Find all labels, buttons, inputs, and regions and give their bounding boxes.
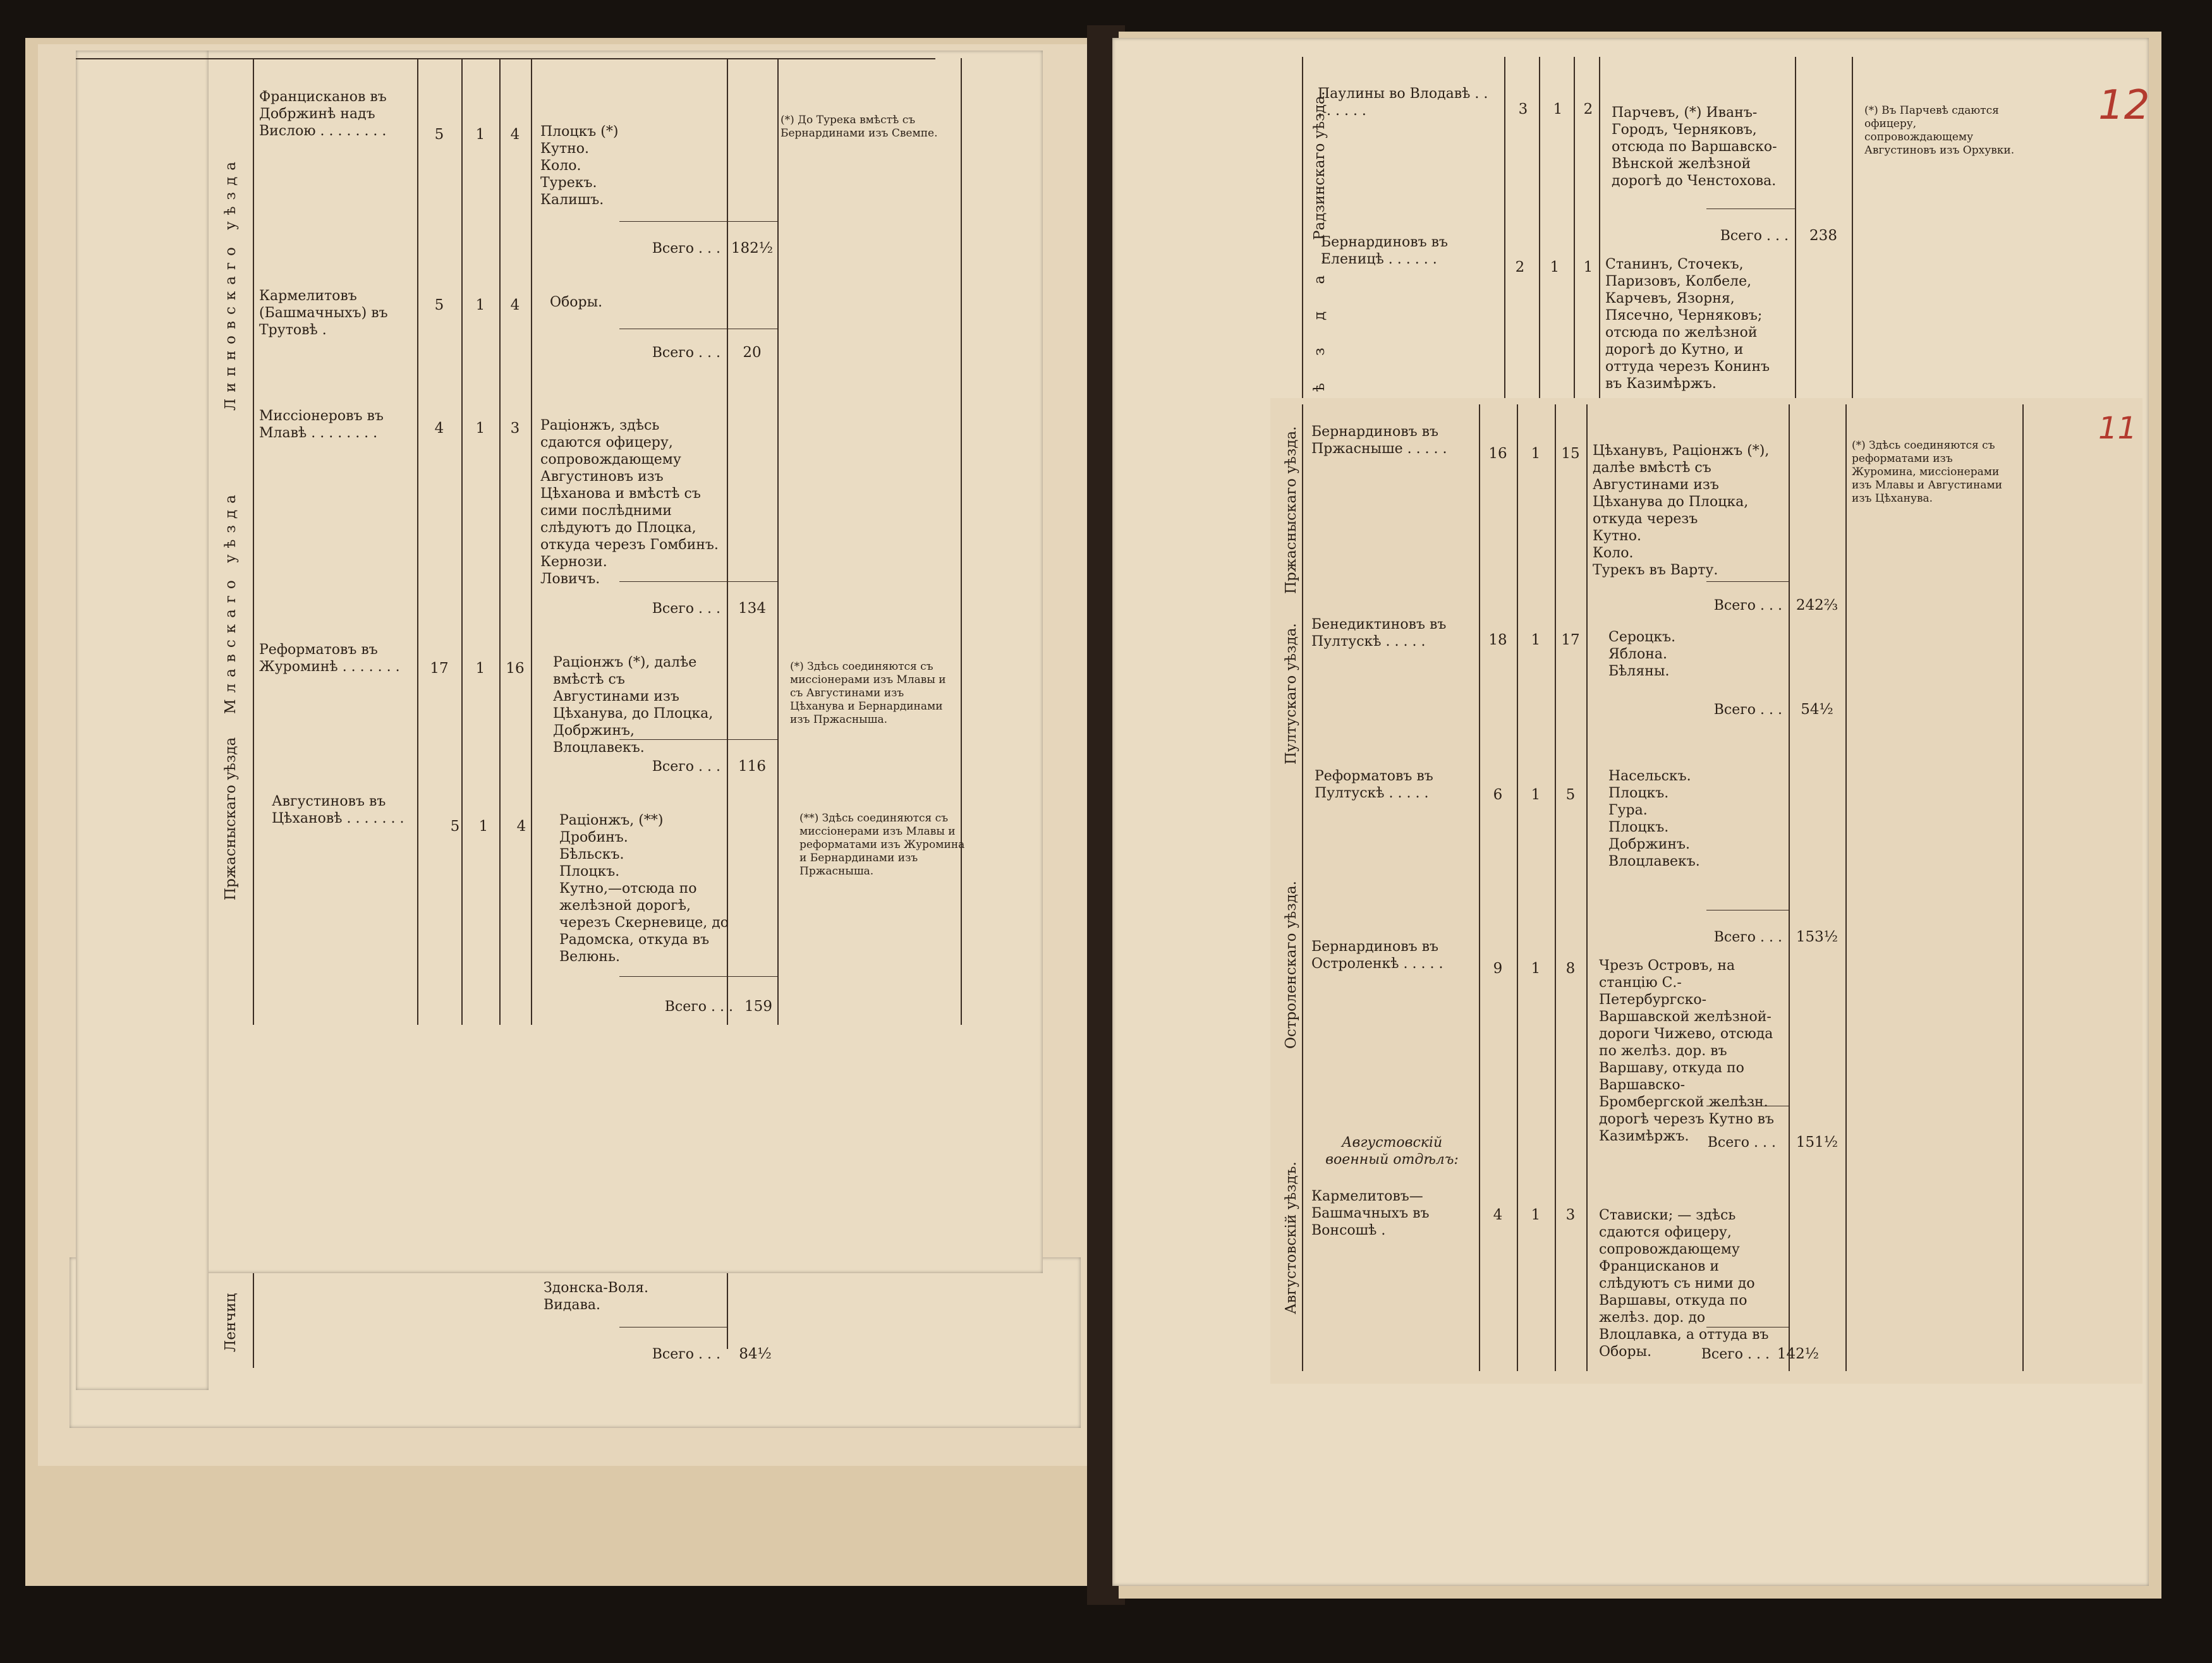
count-monks: 4 [510, 126, 520, 143]
route: Рацiонжъ (*), далѣе вмѣстѣ съ Августинами изъ Цѣханува, до Плоцка, Добржинъ, Влоцлавекъ. [553, 655, 714, 756]
count-total: 6 [1493, 787, 1503, 803]
total-label: Всего . . . [1707, 1135, 1776, 1151]
count-officer: 1 [1531, 960, 1541, 977]
count-total: 2 [1515, 259, 1525, 275]
augustow-subheader: Августовскiй военный отдѣлъ: [1325, 1135, 1459, 1168]
total-label: Всего . . . [652, 241, 720, 257]
footnote: (**) Здѣсь соединяются съ миссiонерами изъ Млавы и реформатами изъ Журомина и Бернардинами изъ Пржасныша. [799, 812, 965, 878]
count-total: 4 [1493, 1207, 1503, 1223]
count-officer: 1 [475, 660, 485, 677]
count-total: 5 [434, 297, 444, 313]
row-name: Миссiонеровъ въ Млавѣ . . . . . . . . [259, 408, 384, 441]
count-monks: 1 [1583, 259, 1593, 275]
count-monks: 3 [1565, 1207, 1576, 1223]
count-total: 4 [434, 420, 444, 437]
count-officer: 1 [1531, 1207, 1541, 1223]
count-monks: 4 [516, 818, 526, 835]
total-label: Всего . . . [652, 759, 720, 775]
count-officer: 1 [1553, 101, 1563, 118]
total-label: Всего . . . [1720, 228, 1789, 244]
row-name: Кармелитовъ (Башмачныхъ) въ Трутовѣ . [259, 288, 388, 338]
bottom-total-value: 84½ [739, 1346, 772, 1362]
count-monks: 2 [1583, 101, 1593, 118]
count-total: 16 [1488, 445, 1507, 462]
footnote: (*) Здѣсь соединяются съ реформатами изъ Журомина, миссiонерами изъ Млавы и Августинами изъ Цѣханува. [1852, 439, 2003, 505]
row-name: Бернардиновъ въ Еленицѣ . . . . . . [1321, 234, 1449, 267]
county-label-fragment: ѣ з д а. [1311, 248, 1328, 392]
total-value: 242⅔ [1796, 597, 1838, 614]
ostroleka-county-label: Остроленскаго уѣзда. [1283, 881, 1299, 1049]
total-value: 20 [743, 344, 762, 361]
count-officer: 1 [1531, 632, 1541, 648]
row-name: Францисканов въ Добржинѣ надъ Вислою . . . . . . . . [259, 89, 387, 139]
left-sheet-strip [76, 51, 209, 1390]
lipno-county-label: Липновскаго уѣзда [222, 155, 239, 411]
pultusk-county-label: Пултускаго уѣзда. [1283, 623, 1299, 765]
przasnysz-county-label-right: Пржасныскаго уѣзда. [1283, 426, 1299, 594]
count-officer: 1 [475, 420, 485, 437]
row-name: Бернардиновъ въ Остроленкѣ . . . . . [1311, 939, 1443, 972]
route: Цѣханувъ, Рацiонжъ (*), далѣе вмѣстѣ съ Августинами изъ Цѣханува до Плоцка, откуда черезъ Кутно. Коло. Турекъ въ Варту. [1593, 443, 1770, 578]
row-name: Бенедиктиновъ въ Пултускѣ . . . . . [1311, 617, 1447, 650]
count-monks: 15 [1561, 445, 1580, 462]
count-monks: 4 [510, 297, 520, 313]
row-name: Бернардиновъ въ Пржасныше . . . . . [1311, 424, 1447, 457]
route: Плоцкъ (*) Кутно. Коло. Турекъ. Калишъ. [540, 124, 619, 208]
route: Рацiонжъ, (**) Дробинъ. Бѣльскъ. Плоцкъ. Кутно,—отсюда по желѣзной дорогѣ, черезъ Скерневице, до Радомска, откуда въ Велюнь. [559, 813, 729, 965]
count-officer: 1 [475, 297, 485, 313]
page-number-11: 11 [2098, 411, 2137, 446]
total-label: Всего . . . [652, 601, 720, 617]
total-label: Всего . . . [652, 345, 720, 361]
row-name: Кармелитовъ—Башмачныхъ въ Вонсошѣ . [1311, 1188, 1430, 1238]
count-total: 17 [430, 660, 449, 677]
count-total: 18 [1488, 632, 1507, 648]
count-monks: 16 [506, 660, 525, 677]
route: Стависки; — здѣсь сдаются офицеру, сопровождающему Францисканов и слѣдуютъ съ ними до Варшавы, откуда по желѣз. дор. до Влоцлавка, а оттуда въ Оборы. [1599, 1207, 1769, 1360]
count-total: 5 [450, 818, 460, 835]
total-value: 182½ [731, 240, 774, 257]
count-officer: 1 [475, 126, 485, 143]
total-value: 151½ [1796, 1134, 1838, 1151]
count-officer: 1 [1531, 445, 1541, 462]
total-value: 153½ [1796, 929, 1838, 945]
bottom-route: Здонска-Воля. Видава. [544, 1280, 649, 1313]
count-monks: 5 [1565, 787, 1576, 803]
count-monks: 3 [510, 420, 520, 437]
route: Рацiонжъ, здѣсь сдаются офицеру, сопровождающему Августиновъ изъ Цѣханова и вмѣстѣ съ сими послѣдними слѣдуютъ до Плоцка, откуда черезъ Гомбинъ. Кернози. Ловичъ. [540, 418, 719, 587]
count-total: 5 [434, 126, 444, 143]
total-label: Всего . . . [1713, 929, 1782, 945]
radzyn-county-label: Радзинскаго уѣзда. [1311, 91, 1328, 240]
row-name: Паулины во Влодавѣ . . . . . . . . [1318, 86, 1488, 119]
page-number-12: 12 [2098, 82, 2150, 129]
augustow-county-label: Августовскiй уѣздъ. [1283, 1161, 1299, 1314]
count-officer: 1 [1550, 259, 1560, 275]
row-name: Реформатовъ въ Пултускѣ . . . . . [1315, 768, 1433, 801]
count-officer: 1 [1531, 787, 1541, 803]
total-label: Всего . . . [664, 999, 733, 1015]
count-monks: 17 [1561, 632, 1580, 648]
row-name: Августиновъ въ Цѣхановѣ . . . . . . . [272, 794, 404, 826]
total-label: Всего . . . [1701, 1346, 1770, 1362]
count-monks: 8 [1565, 960, 1576, 977]
total-value: 142½ [1777, 1346, 1820, 1362]
route: Насельскъ. Плоцкъ. Гура. Плоцкъ. Добржинъ. Влоцлавекъ. [1608, 768, 1700, 869]
total-value: 238 [1809, 227, 1837, 244]
total-value: 134 [738, 600, 766, 617]
total-value: 116 [738, 758, 766, 775]
total-label: Всего . . . [1713, 598, 1782, 614]
row-name: Реформатовъ въ Журоминѣ . . . . . . . [259, 642, 400, 675]
total-value: 54½ [1801, 701, 1833, 718]
total-label: Всего . . . [1713, 702, 1782, 718]
footnote: (*) Здѣсь соединяются съ миссiонерами изъ Млавы и съ Августинами изъ Цѣханува и Бернардинами изъ Пржасныша. [790, 660, 946, 726]
route: Парчевъ, (*) Иванъ-Городъ, Черняковъ, отсюда по Варшавско-Вѣнской желѣзной дорогѣ до Ченстохова. [1612, 105, 1777, 189]
route: Чрезъ Островъ, на станцiю С.-Петербургско-Варшавской желѣзной-дороги Чижево, отсюда по желѣз. дор. въ Варшаву, откуда по Варшавско-Бромбергской желѣзн. дорогѣ черезъ Кутно въ Казимѣржъ. [1599, 958, 1774, 1144]
total-value: 159 [744, 998, 772, 1015]
mlava-county-label: Млавскаго уѣзда [222, 488, 239, 714]
count-total: 9 [1493, 960, 1503, 977]
footnote: (*) Въ Парчевѣ сдаются офицеру, сопровождающему Августиновъ изъ Орхувки. [1864, 104, 2015, 157]
count-total: 3 [1518, 101, 1528, 118]
route: Станинъ, Сточекъ, Паризовъ, Колбеле, Карчевъ, Язорня, Пясечно, Черняковъ; отсюда по желѣзной дорогѣ до Кутно, и оттуда черезъ Конинъ въ Казимѣржъ. [1605, 257, 1770, 392]
footnote: (*) До Турека вмѣстѣ съ Бернардинами изъ Свемпе. [781, 114, 938, 140]
route: Оборы. [550, 294, 603, 310]
przasnysz-county-label: Пржасныскаго уѣзда [222, 737, 239, 900]
route: Сероцкъ. Яблона. Бѣляны. [1608, 629, 1676, 679]
count-officer: 1 [478, 818, 489, 835]
lenchitsa-label: Ленчиц [222, 1293, 239, 1352]
bottom-total-label: Всего . . . [652, 1346, 720, 1362]
